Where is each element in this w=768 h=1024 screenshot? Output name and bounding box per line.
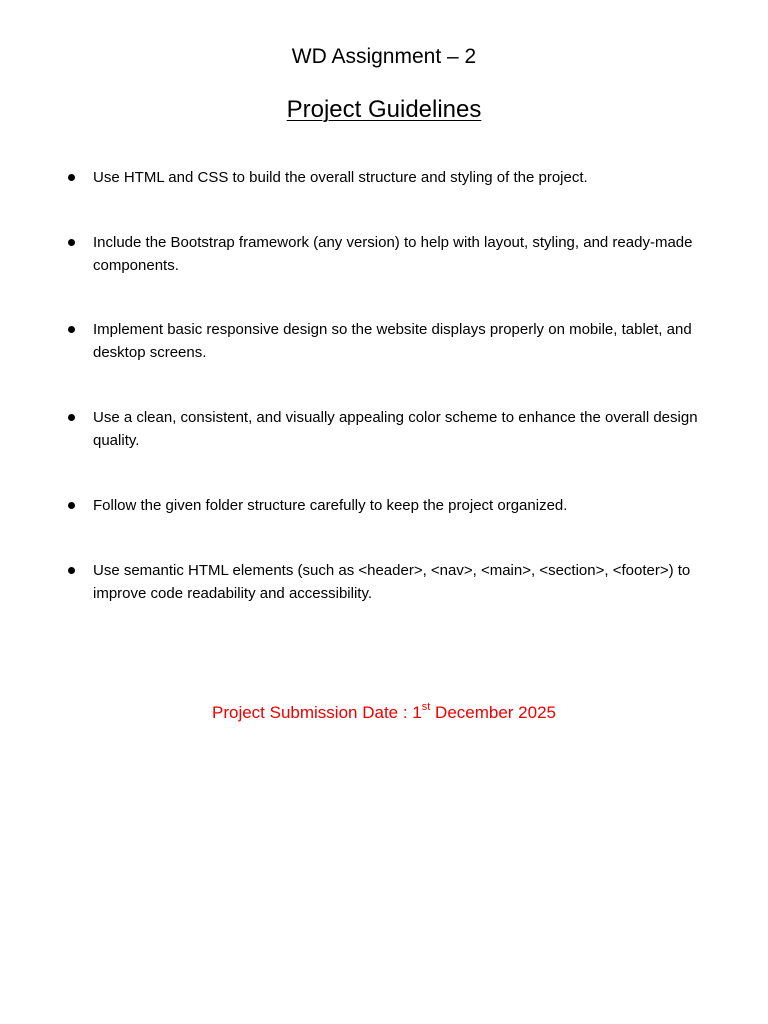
bullet-icon [68, 326, 75, 333]
bullet-icon [68, 502, 75, 509]
guideline-text: Use HTML and CSS to build the overall structure and styling of the project. [93, 169, 588, 186]
submission-date-suffix: December 2025 [430, 703, 556, 722]
guideline-text: Use semantic HTML elements (such as <header>, <nav>, <main>, <section>, <footer>) to improve code readability and accessibility. [93, 562, 691, 602]
bullet-icon [68, 567, 75, 574]
submission-date-ordinal: st [421, 701, 431, 714]
bullet-icon [68, 414, 75, 421]
bullet-icon [68, 174, 75, 181]
document-subtitle [0, 95, 768, 125]
submission-date-prefix: Project Submission Date : 1 [211, 703, 422, 722]
guideline-text: Follow the given folder structure carefully to keep the project organized. [93, 497, 568, 514]
guideline-text: Use a clean, consistent, and visually appealing color scheme to enhance the overall design quality. [93, 409, 698, 449]
submission-date [0, 701, 768, 725]
guideline-text: Include the Bootstrap framework (any version) to help with layout, styling, and ready-made components. [93, 234, 693, 274]
document-subtitle-text: Project Guidelines [286, 96, 482, 123]
bullet-icon [68, 239, 75, 246]
document-title: WD Assignment – 2 [291, 45, 477, 68]
guideline-text: Implement basic responsive design so the website displays properly on mobile, tablet, and desktop screens. [93, 321, 692, 361]
